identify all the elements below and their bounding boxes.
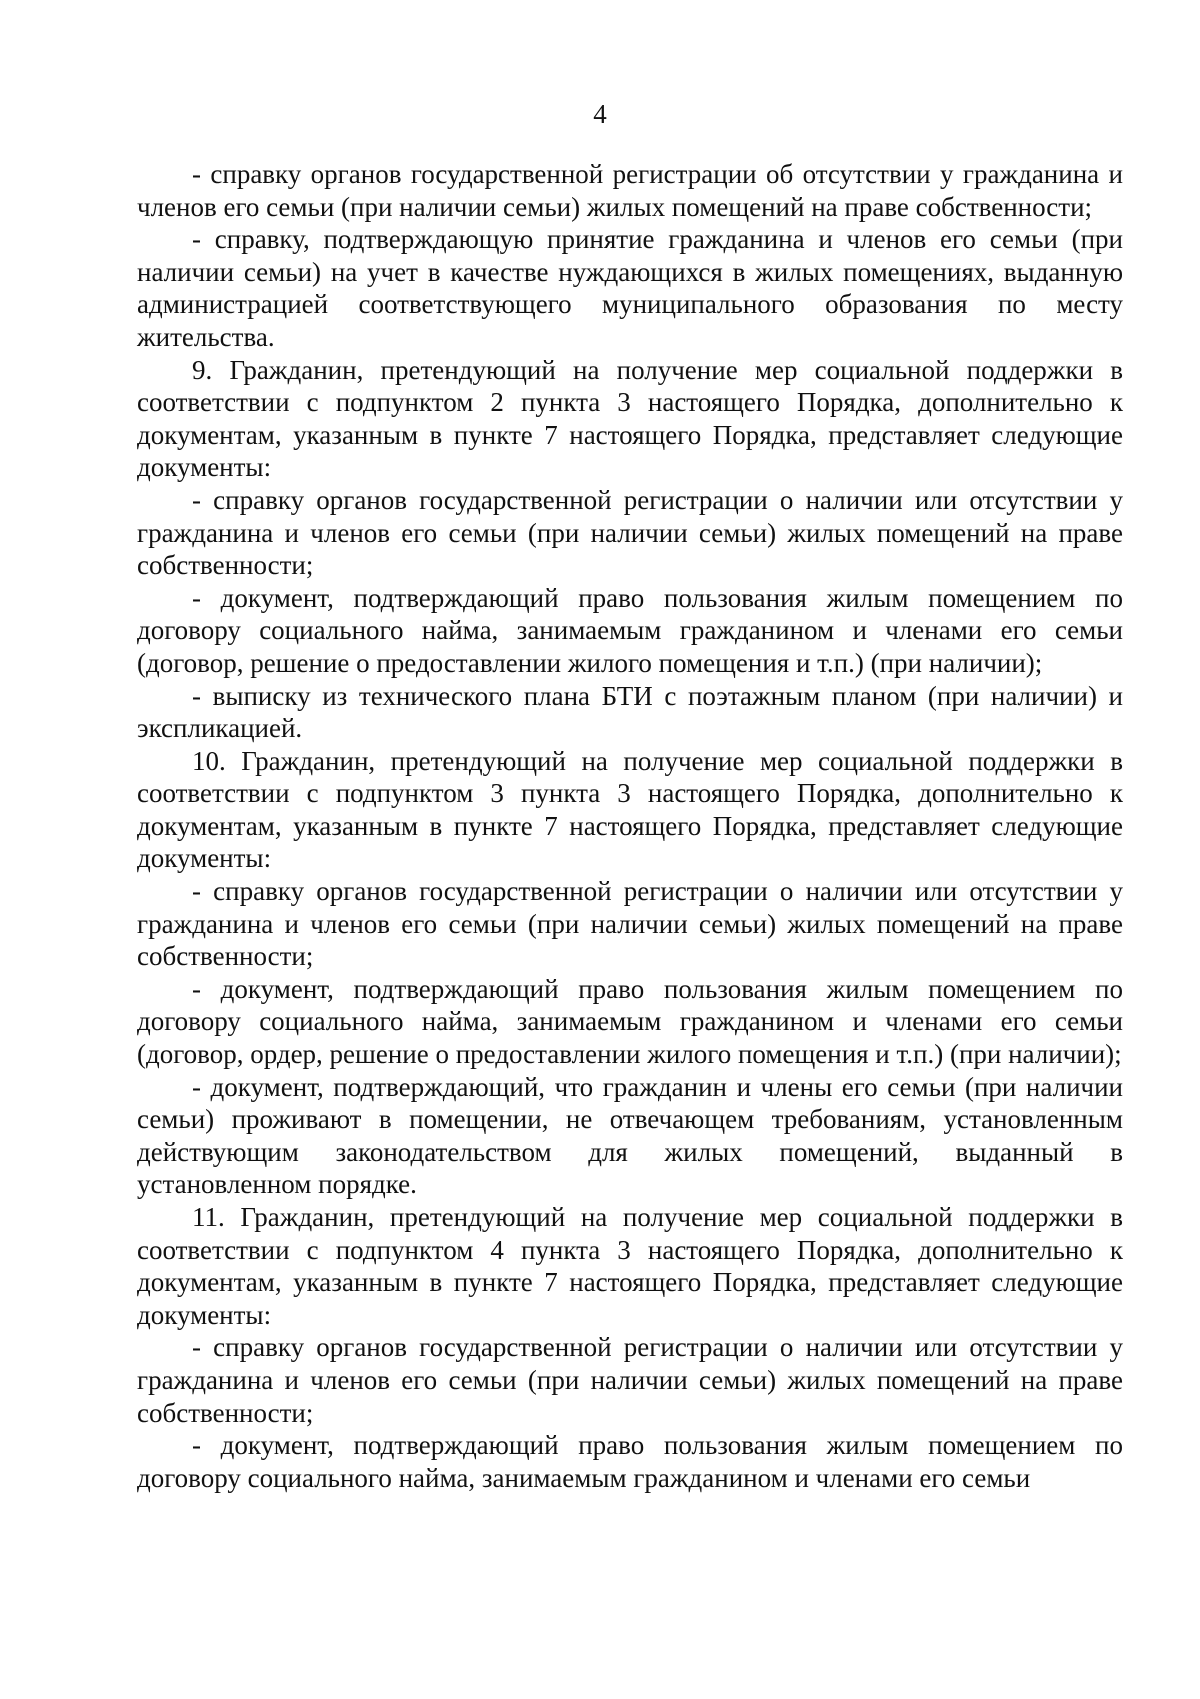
paragraph-item-10-lease-document: - документ, подтверждающий право пользования жилым помещением по договору социального найма, занимаемым гражданином и членами его семьи (договор, ордер, решение о предоставлении жилого помещения и т.п.) (при наличии); bbox=[137, 973, 1123, 1070]
paragraph-item-9-lease-document: - документ, подтверждающий право пользования жилым помещением по договору социального найма, занимаемым гражданином и членами его семьи (договор, решение о предоставлении жилого помещения и т.п.) (при наличии); bbox=[137, 582, 1123, 678]
paragraph-item-9-bti-extract: - выписку из технического плана БТИ с поэтажным планом (при наличии) и экспликацией. bbox=[137, 680, 1123, 744]
paragraph-certificate-registration: - справку, подтверждающую принятие гражданина и членов его семьи (при наличии семьи) на учет в качестве нуждающихся в жилых помещениях, выданную администрацией соответствующего муниципального образования по месту жительства. bbox=[137, 224, 1123, 352]
paragraph-item-10-unfit-housing: - документ, подтверждающий, что гражданин и члены его семьи (при наличии семьи) проживают в помещении, не отвечающем требованиям, установленным действующим законодательством для жилых помещений, выданный в установленном порядке. bbox=[137, 1071, 1123, 1200]
document-body bbox=[137, 158, 1123, 1494]
paragraph-item-11-certificate: - справку органов государственной регистрации о наличии или отсутствии у гражданина и членов его семьи (при наличии семьи) жилых помещений на праве собственности; bbox=[137, 1332, 1123, 1428]
paragraph-item-10-certificate: - справку органов государственной регистрации о наличии или отсутствии у гражданина и членов его семьи (при наличии семьи) жилых помещений на праве собственности; bbox=[137, 876, 1123, 972]
paragraph-item-11: 11. Гражданин, претендующий на получение мер социальной поддержки в соответствии с подпунктом 4 пункта 3 настоящего Порядка, дополнительно к документам, указанным в пункте 7 настоящего Порядка, представляет следующие документы: bbox=[137, 1202, 1123, 1330]
paragraph-certificate-absence: - справку органов государственной регистрации об отсутствии у гражданина и членов его семьи (при наличии семьи) жилых помещений на праве собственности; bbox=[137, 159, 1123, 222]
paragraph-item-9: 9. Гражданин, претендующий на получение мер социальной поддержки в соответствии с подпунктом 2 пункта 3 настоящего Порядка, дополнительно к документам, указанным в пункте 7 настоящего Порядка, представляет следующие документы: bbox=[137, 354, 1123, 483]
paragraph-item-10: 10. Гражданин, претендующий на получение мер социальной поддержки в соответствии с подпунктом 3 пункта 3 настоящего Порядка, дополнительно к документам, указанным в пункте 7 настоящего Порядка, представляет следующие документы: bbox=[137, 745, 1123, 874]
paragraph-item-11-lease-document: - документ, подтверждающий право пользования жилым помещением по договору социального найма, занимаемым гражданином и членами его семьи bbox=[137, 1430, 1123, 1493]
page-number: 4 bbox=[593, 99, 607, 129]
paragraph-item-9-certificate: - справку органов государственной регистрации о наличии или отсутствии у гражданина и членов его семьи (при наличии семьи) жилых помещений на праве собственности; bbox=[137, 484, 1123, 581]
